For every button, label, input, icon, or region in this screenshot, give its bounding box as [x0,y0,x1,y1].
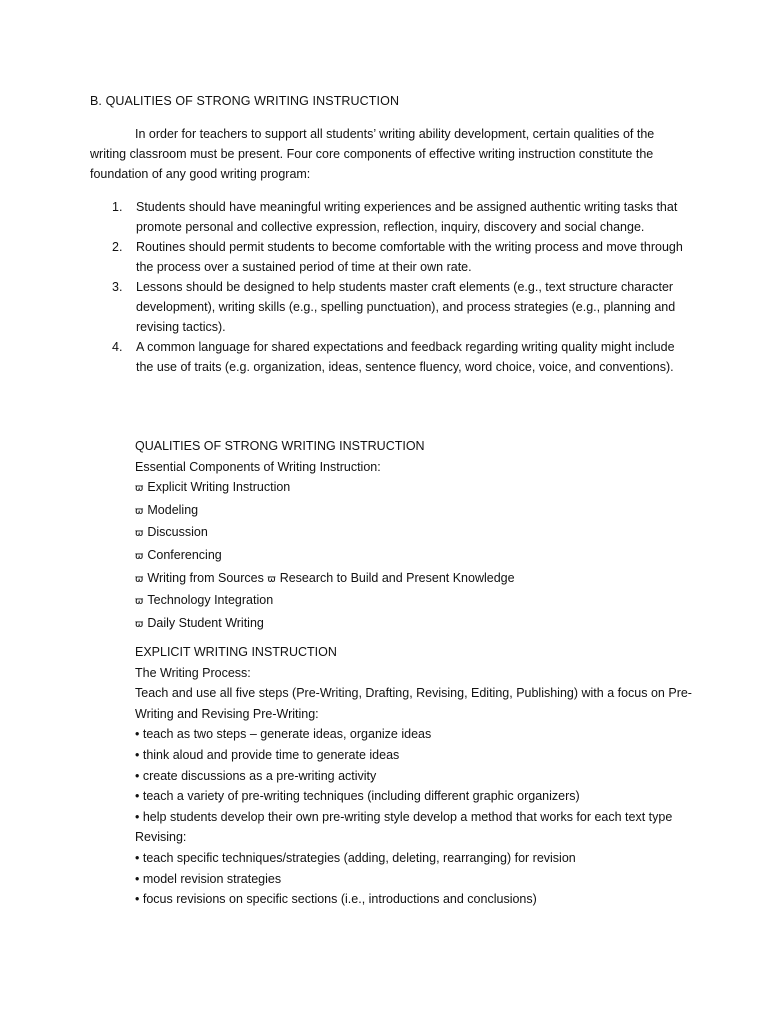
list-item [135,613,695,636]
bullet-symbol-icon: ϖ [135,596,144,608]
qualities-heading: QUALITIES OF STRONG WRITING INSTRUCTION [135,439,425,453]
list-text: Lessons should be designed to help students master craft elements (e.g., text structure character development), writing skills (e.g., spelling punctuation), and process strategies (e.g., planning and revising tactics). [136,280,676,334]
list-item [90,337,690,377]
list-item: • teach a variety of pre-writing techniques (including different graphic organizers) [135,789,580,804]
list-item [90,197,690,237]
component-label: Technology Integration [147,593,274,608]
section-heading: B. QUALITIES OF STRONG WRITING INSTRUCTION [90,94,400,108]
list-number: 1. [112,200,123,214]
list-item [135,477,695,500]
list-text: Students should have meaningful writing experiences and be assigned authentic writing tasks that promote personal and collective expression, reflection, inquiry, discovery and social change. [136,200,678,234]
list-text: Routines should permit students to become comfortable with the writing process and move through the process over a sustained period of time at their own rate. [136,240,683,274]
component-label: Discussion [147,525,208,540]
writing-process-subheading: The Writing Process: [135,665,251,680]
core-components-list [90,197,690,377]
bullet-symbol-icon: ϖ [135,528,144,540]
list-item: • model revision strategies [135,871,282,886]
list-item: • help students develop their own pre-writing style develop a method that works for each text type [135,809,673,824]
intro-paragraph: In order for teachers to support all students’ writing ability development, certain qualities of the writing classroom must be present. Four core components of effective writing instruction constitute the foundation of any good writing program: [90,127,655,181]
list-item: • teach as two steps – generate ideas, organize ideas [135,727,432,742]
bullet-symbol-icon: ϖ [135,550,144,562]
list-number: 2. [112,240,123,254]
bullet-symbol-icon: ϖ [135,483,144,495]
list-text: A common language for shared expectations and feedback regarding writing quality might include the use of traits (e.g. organization, ideas, sentence fluency, word choice, voice, and conventions). [136,340,675,374]
qualities-subheading: Essential Components of Writing Instruction: [135,459,381,474]
list-item [135,522,695,545]
list-item: • teach specific techniques/strategies (adding, deleting, rearranging) for revision [135,850,576,865]
explicit-heading: EXPLICIT WRITING INSTRUCTION [135,645,337,659]
explicit-instruction-section [135,642,695,910]
component-label: Conferencing [147,547,222,562]
list-item [135,545,695,568]
bullet-symbol-icon: ϖ [267,573,276,585]
list-item [135,500,695,523]
component-label: Research to Build and Present Knowledge [279,570,515,585]
list-item [90,237,690,277]
list-item [90,277,690,337]
list-item: • create discussions as a pre-writing activity [135,768,377,783]
list-item [135,568,695,591]
component-label: Modeling [147,502,199,517]
revising-label: Revising: [135,830,187,845]
bullet-symbol-icon: ϖ [135,573,144,585]
component-label: Daily Student Writing [147,615,264,630]
writing-process-intro: Teach and use all five steps (Pre-Writing, Drafting, Revising, Editing, Publishing) with a focus on Pre-Writing and Revising Pre-Writing: [135,686,692,721]
qualities-section [135,436,695,635]
list-item: • focus revisions on specific sections (i.e., introductions and conclusions) [135,892,537,907]
component-label: Writing from Sources [147,570,264,585]
component-label: Explicit Writing Instruction [147,480,291,495]
list-number: 4. [112,340,123,354]
list-item: • think aloud and provide time to generate ideas [135,747,400,762]
list-item [135,590,695,613]
bullet-symbol-icon: ϖ [135,618,144,630]
list-number: 3. [112,280,123,294]
bullet-symbol-icon: ϖ [135,505,144,517]
